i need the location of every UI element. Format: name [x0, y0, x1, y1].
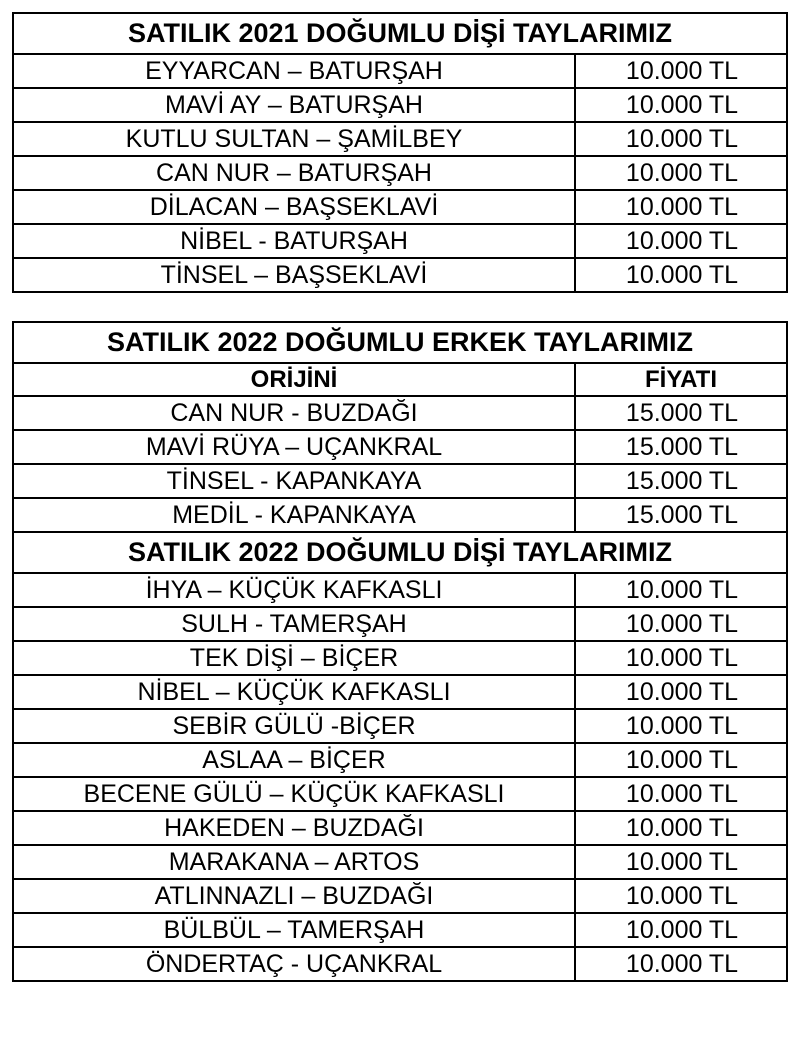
table-title-row — [13, 13, 787, 54]
price-cell: 10.000 TL — [575, 709, 787, 743]
price-cell: 10.000 TL — [575, 573, 787, 607]
price-cell: 10.000 TL — [575, 913, 787, 947]
table-row — [13, 641, 787, 675]
section-title-2022-male: SATILIK 2022 DOĞUMLU ERKEK TAYLARIMIZ — [13, 322, 787, 363]
origin-cell: MAVİ AY – BATURŞAH — [13, 88, 575, 122]
origin-cell: MARAKANA – ARTOS — [13, 845, 575, 879]
table-row — [13, 743, 787, 777]
table-2021-female-foals — [12, 12, 788, 293]
table-title-row — [13, 322, 787, 363]
price-cell: 10.000 TL — [575, 54, 787, 88]
price-cell: 10.000 TL — [575, 607, 787, 641]
origin-cell: MAVİ RÜYA – UÇANKRAL — [13, 430, 575, 464]
price-cell: 10.000 TL — [575, 258, 787, 292]
origin-cell: MEDİL - KAPANKAYA — [13, 498, 575, 532]
price-cell: 10.000 TL — [575, 641, 787, 675]
table-row — [13, 913, 787, 947]
table-row — [13, 947, 787, 981]
origin-cell: ÖNDERTAÇ - UÇANKRAL — [13, 947, 575, 981]
price-cell: 10.000 TL — [575, 879, 787, 913]
table-row — [13, 498, 787, 532]
table-row — [13, 430, 787, 464]
table-2022-foals — [12, 321, 788, 982]
origin-cell: İHYA – KÜÇÜK KAFKASLI — [13, 573, 575, 607]
table-row — [13, 156, 787, 190]
rows-2021-female — [13, 54, 787, 292]
price-cell: 15.000 TL — [575, 430, 787, 464]
rows-2022-male — [13, 396, 787, 532]
price-cell: 10.000 TL — [575, 811, 787, 845]
table-row — [13, 464, 787, 498]
origin-cell: EYYARCAN – BATURŞAH — [13, 54, 575, 88]
table-row — [13, 258, 787, 292]
column-header-row — [13, 363, 787, 396]
table-row — [13, 811, 787, 845]
table-row — [13, 709, 787, 743]
origin-cell: BÜLBÜL – TAMERŞAH — [13, 913, 575, 947]
origin-cell: TEK DİŞİ – BİÇER — [13, 641, 575, 675]
column-header-origin: ORİJİNİ — [13, 363, 575, 396]
rows-2022-female — [13, 532, 787, 981]
origin-cell: SULH - TAMERŞAH — [13, 607, 575, 641]
price-cell: 10.000 TL — [575, 777, 787, 811]
origin-cell: TİNSEL – BAŞSEKLAVİ — [13, 258, 575, 292]
origin-cell: HAKEDEN – BUZDAĞI — [13, 811, 575, 845]
price-cell: 10.000 TL — [575, 190, 787, 224]
price-cell: 10.000 TL — [575, 743, 787, 777]
table-row — [13, 845, 787, 879]
table-row — [13, 879, 787, 913]
origin-cell: BECENE GÜLÜ – KÜÇÜK KAFKASLI — [13, 777, 575, 811]
table-row — [13, 777, 787, 811]
section-title-row — [13, 532, 787, 573]
origin-cell: ATLINNAZLI – BUZDAĞI — [13, 879, 575, 913]
price-cell: 10.000 TL — [575, 122, 787, 156]
origin-cell: NİBEL - BATURŞAH — [13, 224, 575, 258]
price-cell: 15.000 TL — [575, 464, 787, 498]
price-cell: 10.000 TL — [575, 947, 787, 981]
price-cell: 10.000 TL — [575, 845, 787, 879]
origin-cell: DİLACAN – BAŞSEKLAVİ — [13, 190, 575, 224]
table-row — [13, 54, 787, 88]
table-row — [13, 224, 787, 258]
price-cell: 15.000 TL — [575, 498, 787, 532]
table-row — [13, 675, 787, 709]
table-row — [13, 88, 787, 122]
price-cell: 10.000 TL — [575, 675, 787, 709]
price-cell: 15.000 TL — [575, 396, 787, 430]
origin-cell: ASLAA – BİÇER — [13, 743, 575, 777]
section-title-2022-female: SATILIK 2022 DOĞUMLU DİŞİ TAYLARIMIZ — [13, 532, 787, 573]
origin-cell: CAN NUR - BUZDAĞI — [13, 396, 575, 430]
table-row — [13, 396, 787, 430]
table-row — [13, 122, 787, 156]
origin-cell: NİBEL – KÜÇÜK KAFKASLI — [13, 675, 575, 709]
origin-cell: SEBİR GÜLÜ -BİÇER — [13, 709, 575, 743]
price-cell: 10.000 TL — [575, 88, 787, 122]
section-title-2021-female: SATILIK 2021 DOĞUMLU DİŞİ TAYLARIMIZ — [13, 13, 787, 54]
origin-cell: CAN NUR – BATURŞAH — [13, 156, 575, 190]
table-row — [13, 573, 787, 607]
table-row — [13, 607, 787, 641]
price-cell: 10.000 TL — [575, 156, 787, 190]
table-row — [13, 190, 787, 224]
origin-cell: TİNSEL - KAPANKAYA — [13, 464, 575, 498]
column-header-price: FİYATI — [575, 363, 787, 396]
price-cell: 10.000 TL — [575, 224, 787, 258]
origin-cell: KUTLU SULTAN – ŞAMİLBEY — [13, 122, 575, 156]
